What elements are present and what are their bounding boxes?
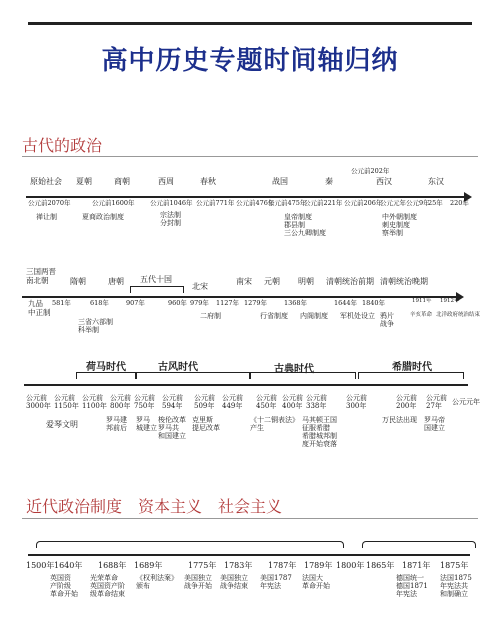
- date-label: 公元前 800年: [110, 394, 131, 411]
- date-label: 979年: [190, 299, 209, 307]
- date-label: 1688年: [98, 561, 127, 570]
- section-heading-ancient: 古代的政治: [22, 136, 103, 155]
- event-label: 美国1787 年宪法: [260, 574, 292, 591]
- date-label: 960年: [168, 299, 187, 307]
- timeline-axis-row3: [24, 384, 468, 386]
- date-label: 公元前202年: [351, 167, 390, 175]
- dynasty-label: 北宋: [192, 282, 208, 291]
- date-label: 公元前476年: [236, 199, 275, 207]
- dynasty-label: 五代十国: [140, 275, 172, 284]
- event-label: 美国独立 战争结束: [220, 574, 248, 591]
- date-label: 1783年: [224, 561, 253, 570]
- period-bracket: [36, 541, 344, 548]
- event-label: 德国统一 德国1871 年宪法: [396, 574, 428, 599]
- era-label: 希腊时代: [392, 362, 432, 373]
- event-label: 梭伦改革 罗马共 和国建立: [158, 416, 186, 441]
- event-label: 法国1875 年宪法共 和制确立: [440, 574, 472, 599]
- dynasty-label: 唐朝: [108, 277, 124, 286]
- period-bracket: [130, 286, 184, 293]
- dynasty-label: 战国: [272, 177, 288, 186]
- dynasty-label: 西周: [158, 177, 174, 186]
- dynasty-label: 秦: [325, 177, 333, 186]
- date-label: 公元前 449年: [222, 394, 243, 411]
- top-rule: [28, 22, 472, 25]
- date-label: 公元前 509年: [194, 394, 215, 411]
- date-label: 公元前 594年: [162, 394, 183, 411]
- institution-label: 中外朝制度 刺史制度 察举制: [382, 213, 417, 238]
- date-label: 1800年: [336, 561, 365, 570]
- era-label: 古典时代: [274, 364, 314, 375]
- institution-label: 九品 中正制: [28, 299, 51, 317]
- date-label: 1789年: [304, 561, 333, 570]
- date-label: 1840年: [362, 299, 386, 307]
- timeline-axis-row4: [28, 554, 470, 556]
- date-label: 1368年: [284, 299, 308, 307]
- date-label: 220年: [450, 199, 469, 207]
- date-label: 907年: [126, 299, 145, 307]
- date-label: 公元元年: [452, 398, 480, 406]
- timeline-axis-row2: [22, 296, 458, 298]
- date-label: 公元前 27年: [426, 394, 447, 411]
- date-label: 1279年: [244, 299, 268, 307]
- era-bracket: [76, 372, 136, 379]
- dynasty-label: 清朝统治晚期: [380, 277, 428, 286]
- date-label: 公元前 338年: [306, 394, 327, 411]
- institution-label: 宗法制 分封制: [160, 211, 181, 228]
- date-label: 公元前771年: [196, 199, 235, 207]
- date-label: 1911年: [412, 298, 432, 304]
- date-label: 公元前2070年: [28, 199, 71, 207]
- institution-label: 北洋政府统治结束: [436, 312, 481, 318]
- date-label: 公元前221年: [304, 199, 343, 207]
- institution-label: 辛亥革命: [410, 312, 433, 318]
- date-label: 1865年: [366, 561, 395, 570]
- dynasty-label: 三国两晋 南北朝: [26, 267, 56, 285]
- dynasty-label: 夏朝: [76, 177, 92, 186]
- institution-label: 夏商政治制度: [82, 213, 124, 221]
- institution-label: 军机处设立: [340, 312, 375, 320]
- date-label: 1912年: [440, 298, 460, 304]
- date-label: 公元前 200年: [396, 394, 417, 411]
- date-label: 公元前1046年: [150, 199, 193, 207]
- section-divider: [22, 518, 478, 519]
- institution-label: 内阁制度: [300, 312, 328, 320]
- dynasty-label: 商朝: [114, 177, 130, 186]
- event-label: 光荣革命 英国资产阶 级革命结束: [90, 574, 125, 599]
- event-label: 爱琴文明: [46, 420, 78, 429]
- event-label: 罗马 城建立: [136, 416, 157, 433]
- event-label: 《十二铜表法》 产生: [250, 416, 299, 433]
- section-heading-modern: 近代政治制度 资本主义 社会主义: [26, 497, 283, 516]
- date-label: 1640年: [54, 561, 83, 570]
- date-label: 1875年: [440, 561, 469, 570]
- date-label: 公元9年: [406, 199, 430, 207]
- date-label: 公元前206年: [344, 199, 383, 207]
- date-label: 1871年: [402, 561, 431, 570]
- era-label: 古风时代: [158, 362, 198, 373]
- institution-label: 行省制度: [260, 312, 288, 320]
- event-label: 马其顿王国 征服希腊 希腊城邦制 度开始衰落: [302, 416, 337, 449]
- event-label: 克里斯 提尼改革: [192, 416, 220, 433]
- dynasty-label: 西汉: [376, 177, 392, 186]
- date-label: 1689年: [134, 561, 163, 570]
- dynasty-label: 明朝: [298, 277, 314, 286]
- era-bracket: [250, 372, 356, 379]
- dynasty-label: 春秋: [200, 177, 216, 186]
- era-bracket: [136, 372, 250, 379]
- event-label: 法国大 革命开始: [302, 574, 330, 591]
- dynasty-label: 隋朝: [70, 277, 86, 286]
- institution-label: 二府制: [200, 312, 221, 320]
- section-divider: [22, 156, 478, 157]
- date-label: 公元前 750年: [134, 394, 155, 411]
- page-title: 高中历史专题时间轴归纳: [101, 46, 399, 76]
- dynasty-label: 清朝统治前期: [326, 277, 374, 286]
- institution-label: 禅让制: [36, 213, 57, 221]
- institution-label: 鸦片 战争: [380, 312, 394, 329]
- date-label: 公元前 450年: [256, 394, 277, 411]
- event-label: 英国资 产阶级 革命开始: [50, 574, 78, 599]
- date-label: 公元前 1100年: [82, 394, 107, 411]
- date-label: 公元前475年: [268, 199, 307, 207]
- date-label: 公元前 300年: [346, 394, 367, 411]
- date-label: 618年: [90, 299, 109, 307]
- event-label: 《权利法案》 颁布: [136, 574, 178, 591]
- dynasty-label: 东汉: [428, 177, 444, 186]
- era-label: 荷马时代: [86, 362, 126, 373]
- event-label: 万民法出现: [382, 416, 417, 424]
- institution-label: 皇帝制度 郡县制 三公九卿制度: [284, 213, 326, 238]
- institution-label: 三省六部制 科举制: [78, 318, 113, 335]
- date-label: 1500年: [26, 561, 55, 570]
- date-label: 公元前 1150年: [54, 394, 79, 411]
- date-label: 581年: [52, 299, 71, 307]
- period-bracket: [362, 541, 476, 548]
- event-label: 罗马建 邦前后: [106, 416, 127, 433]
- date-label: 1775年: [188, 561, 217, 570]
- date-label: 25年: [428, 199, 443, 207]
- timeline-axis-row1: [26, 196, 466, 198]
- event-label: 罗马帝 国建立: [424, 416, 445, 433]
- date-label: 1127年: [216, 299, 240, 307]
- date-label: 公元前1600年: [92, 199, 135, 207]
- date-label: 1644年: [334, 299, 358, 307]
- era-bracket: [358, 372, 464, 379]
- date-label: 公元元年: [380, 199, 406, 207]
- date-label: 1787年: [268, 561, 297, 570]
- date-label: 公元前 400年: [282, 394, 303, 411]
- date-label: 公元前 3000年: [26, 394, 51, 411]
- dynasty-label: 南宋: [236, 277, 252, 286]
- event-label: 美国独立 战争开始: [184, 574, 212, 591]
- dynasty-label: 元朝: [264, 277, 280, 286]
- dynasty-label: 原始社会: [30, 177, 62, 186]
